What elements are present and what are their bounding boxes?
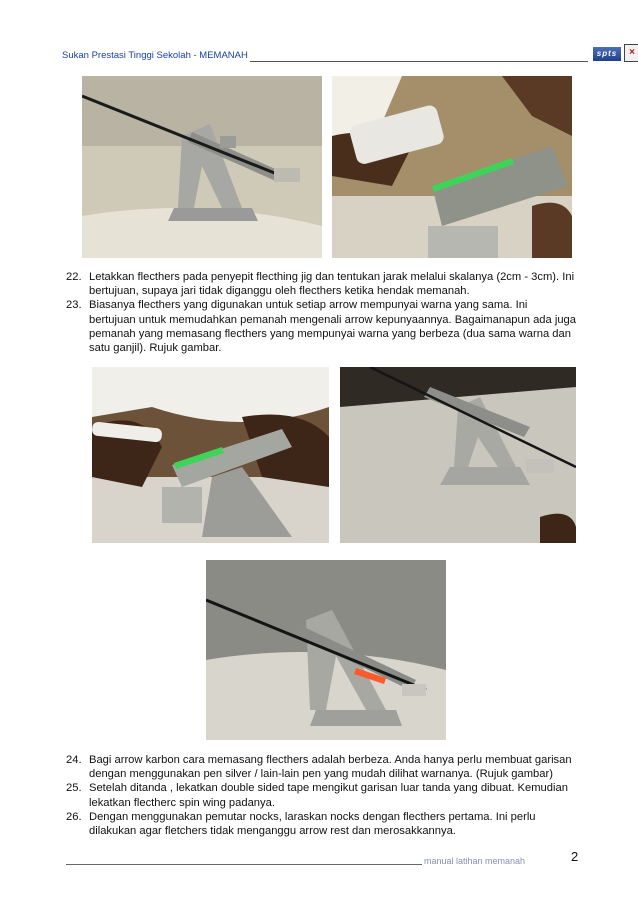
photo-fletching-jig-arrow xyxy=(82,76,322,258)
list-item: 22. Letakkan flecthers pada penyepit flecthing jig dan tentukan jarak melalui skalanya (2cm - 3cm). Ini bertujuan, supaya jari tidak diganggu oleh flecthers ketika hendak memanah. xyxy=(66,271,575,298)
footer-rule xyxy=(66,864,422,865)
footer-title: manual latihan memanah xyxy=(424,856,526,866)
photo-applying-glue xyxy=(332,76,572,258)
list-item: 24. Bagi arrow karbon cara memasang flecthers adalah berbeza. Anda hanya perlu membuat garisan dengan menggunakan pen silver / lain-lain pen yang mudah dilihat warnanya. (Rujuk gambar) xyxy=(66,754,572,781)
close-icon[interactable]: × xyxy=(624,44,638,62)
spts-logo: spts xyxy=(593,47,621,61)
list-item: 26. Dengan menggunakan pemutar nocks, laraskan nocks dengan flecthers pertama. Ini perlu dilakukan agar fletchers tidak menganggu arrow rest dan merosakkannya. xyxy=(66,810,536,838)
photo-gluing-fletchers-hands xyxy=(92,367,329,543)
page-header xyxy=(62,44,635,66)
list-item: 25. Setelah ditanda , lekatkan double sided tape mengikut garisan luar tanda yang dibuat. Kemudian lekatkan flectherc spin wing padanya. xyxy=(66,782,568,809)
header-rule xyxy=(250,61,588,62)
list-item: 23. Biasanya flecthers yang digunakan untuk setiap arrow mempunyai warna yang sama. Ini bertujuan untuk memudahkan pemanah mengenali arrow kepunyaannya. Bagaimanapun ada juga pemanah yang memasang flecthers yang mempunyai warna yang berbeza (dua sama warna dan satu ganjil). Rujuk gambar. xyxy=(66,299,576,355)
instructions-part-2 xyxy=(66,753,576,838)
page-number: 2 xyxy=(571,849,579,864)
header-title: Sukan Prestasi Tinggi Sekolah - MEMANAH xyxy=(62,50,248,61)
photo-jig-with-arrow-clamp xyxy=(340,367,576,543)
photo-jig-orange-fletcher xyxy=(206,560,446,740)
instructions-part-1 xyxy=(66,270,576,355)
